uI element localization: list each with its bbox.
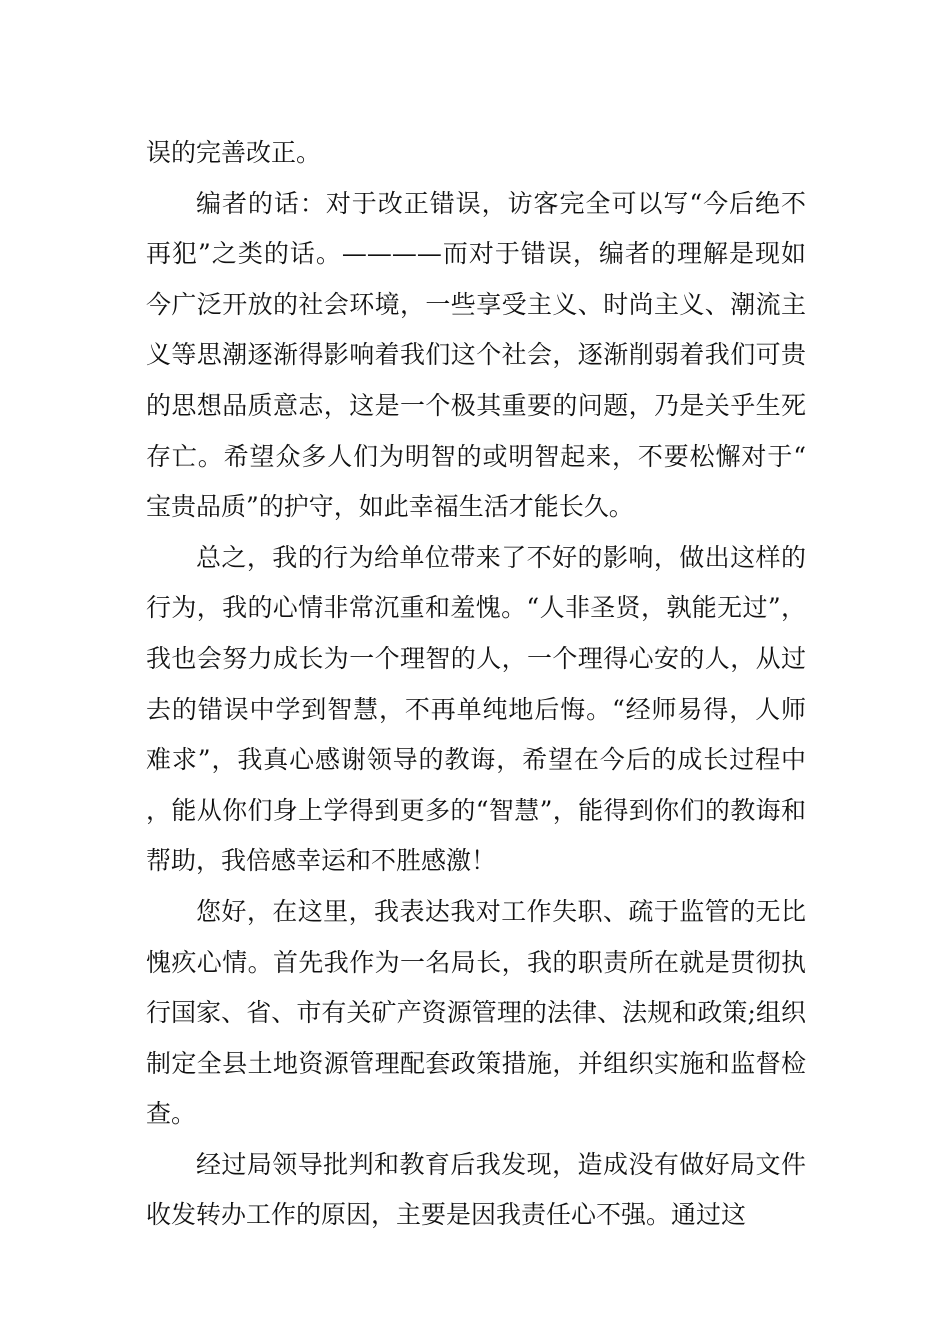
- paragraph-greeting: 您好，在这里，我表达我对工作失职、疏于监管的无比愧疚心情。首先我作为一名局长，我的职责所在就是贯彻执行国家、省、市有关矿产资源管理的法律、法规和政策;组织制定全县土地资源管理配套政策措施，并组织实施和监督检查。: [146, 896, 806, 1129]
- paragraph-summary: 总之，我的行为给单位带来了不好的影响，做出这样的行为，我的心情非常沉重和羞愧。“人非圣贤，孰能无过”，我也会努力成长为一个理智的人，一个理得心安的人，从过去的错误中学到智慧，不再单纯地后悔。“经师易得，人师难求”，我真心感谢领导的教诲，希望在今后的成长过程中，能从你们身上学得到更多的“智慧”，能得到你们的教诲和帮助，我倍感幸运和不胜感激！: [146, 542, 806, 876]
- paragraph-editor-note: 编者的话：对于改正错误，访客完全可以写“今后绝不再犯”之类的话。————而对于错误，编者的理解是现如今广泛开放的社会环境，一些享受主义、时尚主义、潮流主义等思潮逐渐得影响着我们这个社会，逐渐削弱着我们可贵的思想品质意志，这是一个极其重要的问题，乃是关乎生死存亡。希望众多人们为明智的或明智起来，不要松懈对于“宝贵品质”的护守，如此幸福生活才能长久。: [146, 188, 806, 522]
- paragraph-continuation: 误的完善改正。: [146, 138, 322, 167]
- paragraph-reflection: 经过局领导批判和教育后我发现，造成没有做好局文件收发转办工作的原因，主要是因我责任心不强。通过这: [146, 1149, 806, 1230]
- document-body: [146, 128, 806, 1241]
